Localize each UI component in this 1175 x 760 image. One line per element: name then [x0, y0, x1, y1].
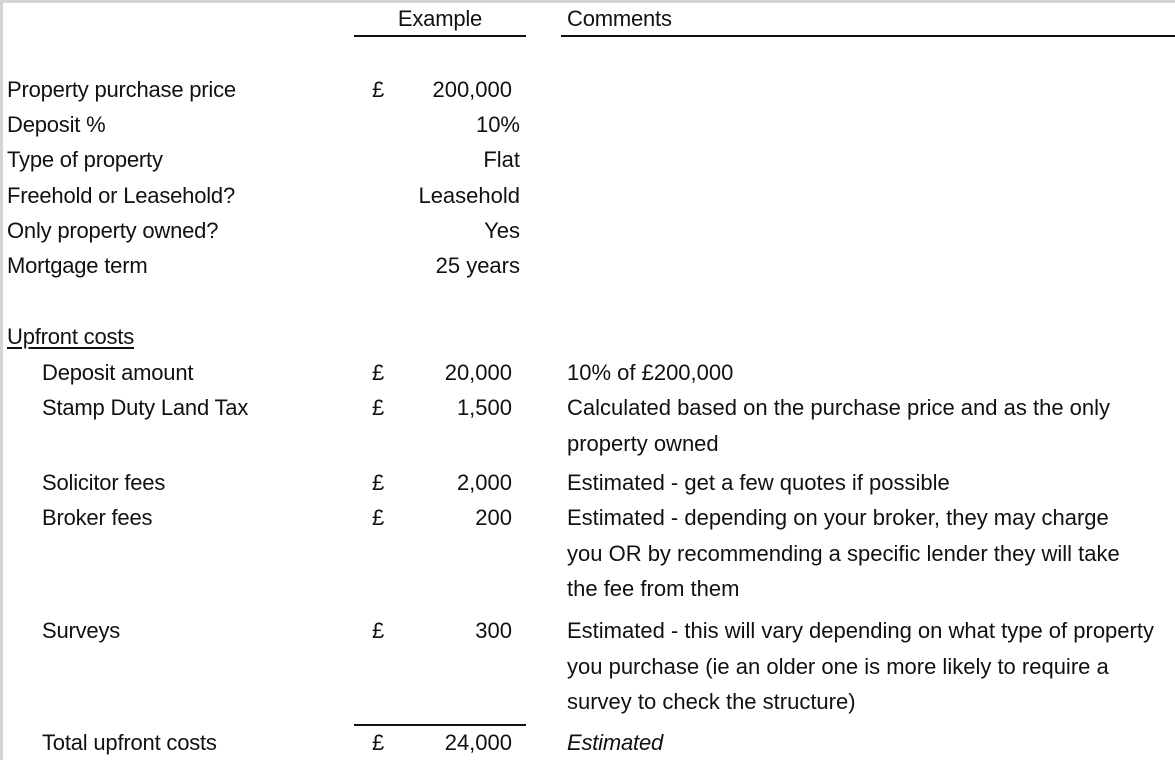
cost-comment-stamp-duty: Calculated based on the purchase price and as the only property owned: [567, 395, 1111, 456]
input-label-purchase-price: Property purchase price: [7, 77, 236, 102]
input-currency-purchase-price: £: [372, 77, 385, 102]
input-value-only-property[interactable]: Yes: [484, 218, 520, 243]
cost-label-deposit: Deposit amount: [42, 360, 194, 385]
cost-currency-solicitor: £: [372, 470, 385, 495]
cost-currency-broker: £: [372, 505, 385, 530]
section-title-upfront-costs: Upfront costs: [7, 324, 135, 349]
column-header-comments: Comments: [567, 6, 672, 31]
cost-comment-deposit: 10% of £200,000: [567, 360, 734, 385]
cost-value-deposit[interactable]: 20,000: [444, 360, 512, 385]
total-comment: Estimated: [567, 730, 664, 755]
input-label-mortgage-term: Mortgage term: [7, 253, 148, 278]
header-underline-example: [354, 35, 526, 37]
cost-value-solicitor[interactable]: 2,000: [456, 470, 512, 495]
column-header-example: Example: [397, 6, 483, 31]
cost-label-stamp-duty: Stamp Duty Land Tax: [42, 395, 249, 420]
input-value-tenure[interactable]: Leasehold: [418, 183, 520, 208]
cost-currency-stamp-duty: £: [372, 395, 385, 420]
input-label-deposit-percent: Deposit %: [7, 112, 106, 137]
cost-label-surveys: Surveys: [42, 618, 121, 643]
cost-value-stamp-duty[interactable]: 1,500: [456, 395, 512, 420]
input-value-purchase-price[interactable]: 200,000: [432, 77, 512, 102]
header-underline-comments: [561, 35, 1175, 37]
input-value-property-type[interactable]: Flat: [483, 147, 520, 172]
input-label-property-type: Type of property: [7, 147, 163, 172]
cost-value-broker[interactable]: 200: [475, 505, 512, 530]
total-currency: £: [372, 730, 385, 755]
input-label-only-property: Only property owned?: [7, 218, 219, 243]
cost-comment-solicitor: Estimated - get a few quotes if possible: [567, 470, 950, 495]
cost-currency-deposit: £: [372, 360, 385, 385]
cost-label-broker: Broker fees: [42, 505, 153, 530]
total-label: Total upfront costs: [42, 730, 217, 755]
input-label-tenure: Freehold or Leasehold?: [7, 183, 235, 208]
cost-value-surveys[interactable]: 300: [475, 618, 512, 643]
input-value-mortgage-term[interactable]: 25 years: [435, 253, 520, 278]
cost-label-solicitor: Solicitor fees: [42, 470, 166, 495]
total-value: 24,000: [444, 730, 512, 755]
input-value-deposit-percent[interactable]: 10%: [475, 112, 520, 137]
cost-currency-surveys: £: [372, 618, 385, 643]
cost-comment-surveys: Estimated - this will vary depending on what type of property you purchase (ie an older one is more likely to require a survey to check the structure): [567, 618, 1154, 714]
total-rule: [354, 724, 526, 726]
cost-comment-broker: Estimated - depending on your broker, they may charge you OR by recommending a specific lender they will take the fee from them: [567, 505, 1120, 601]
